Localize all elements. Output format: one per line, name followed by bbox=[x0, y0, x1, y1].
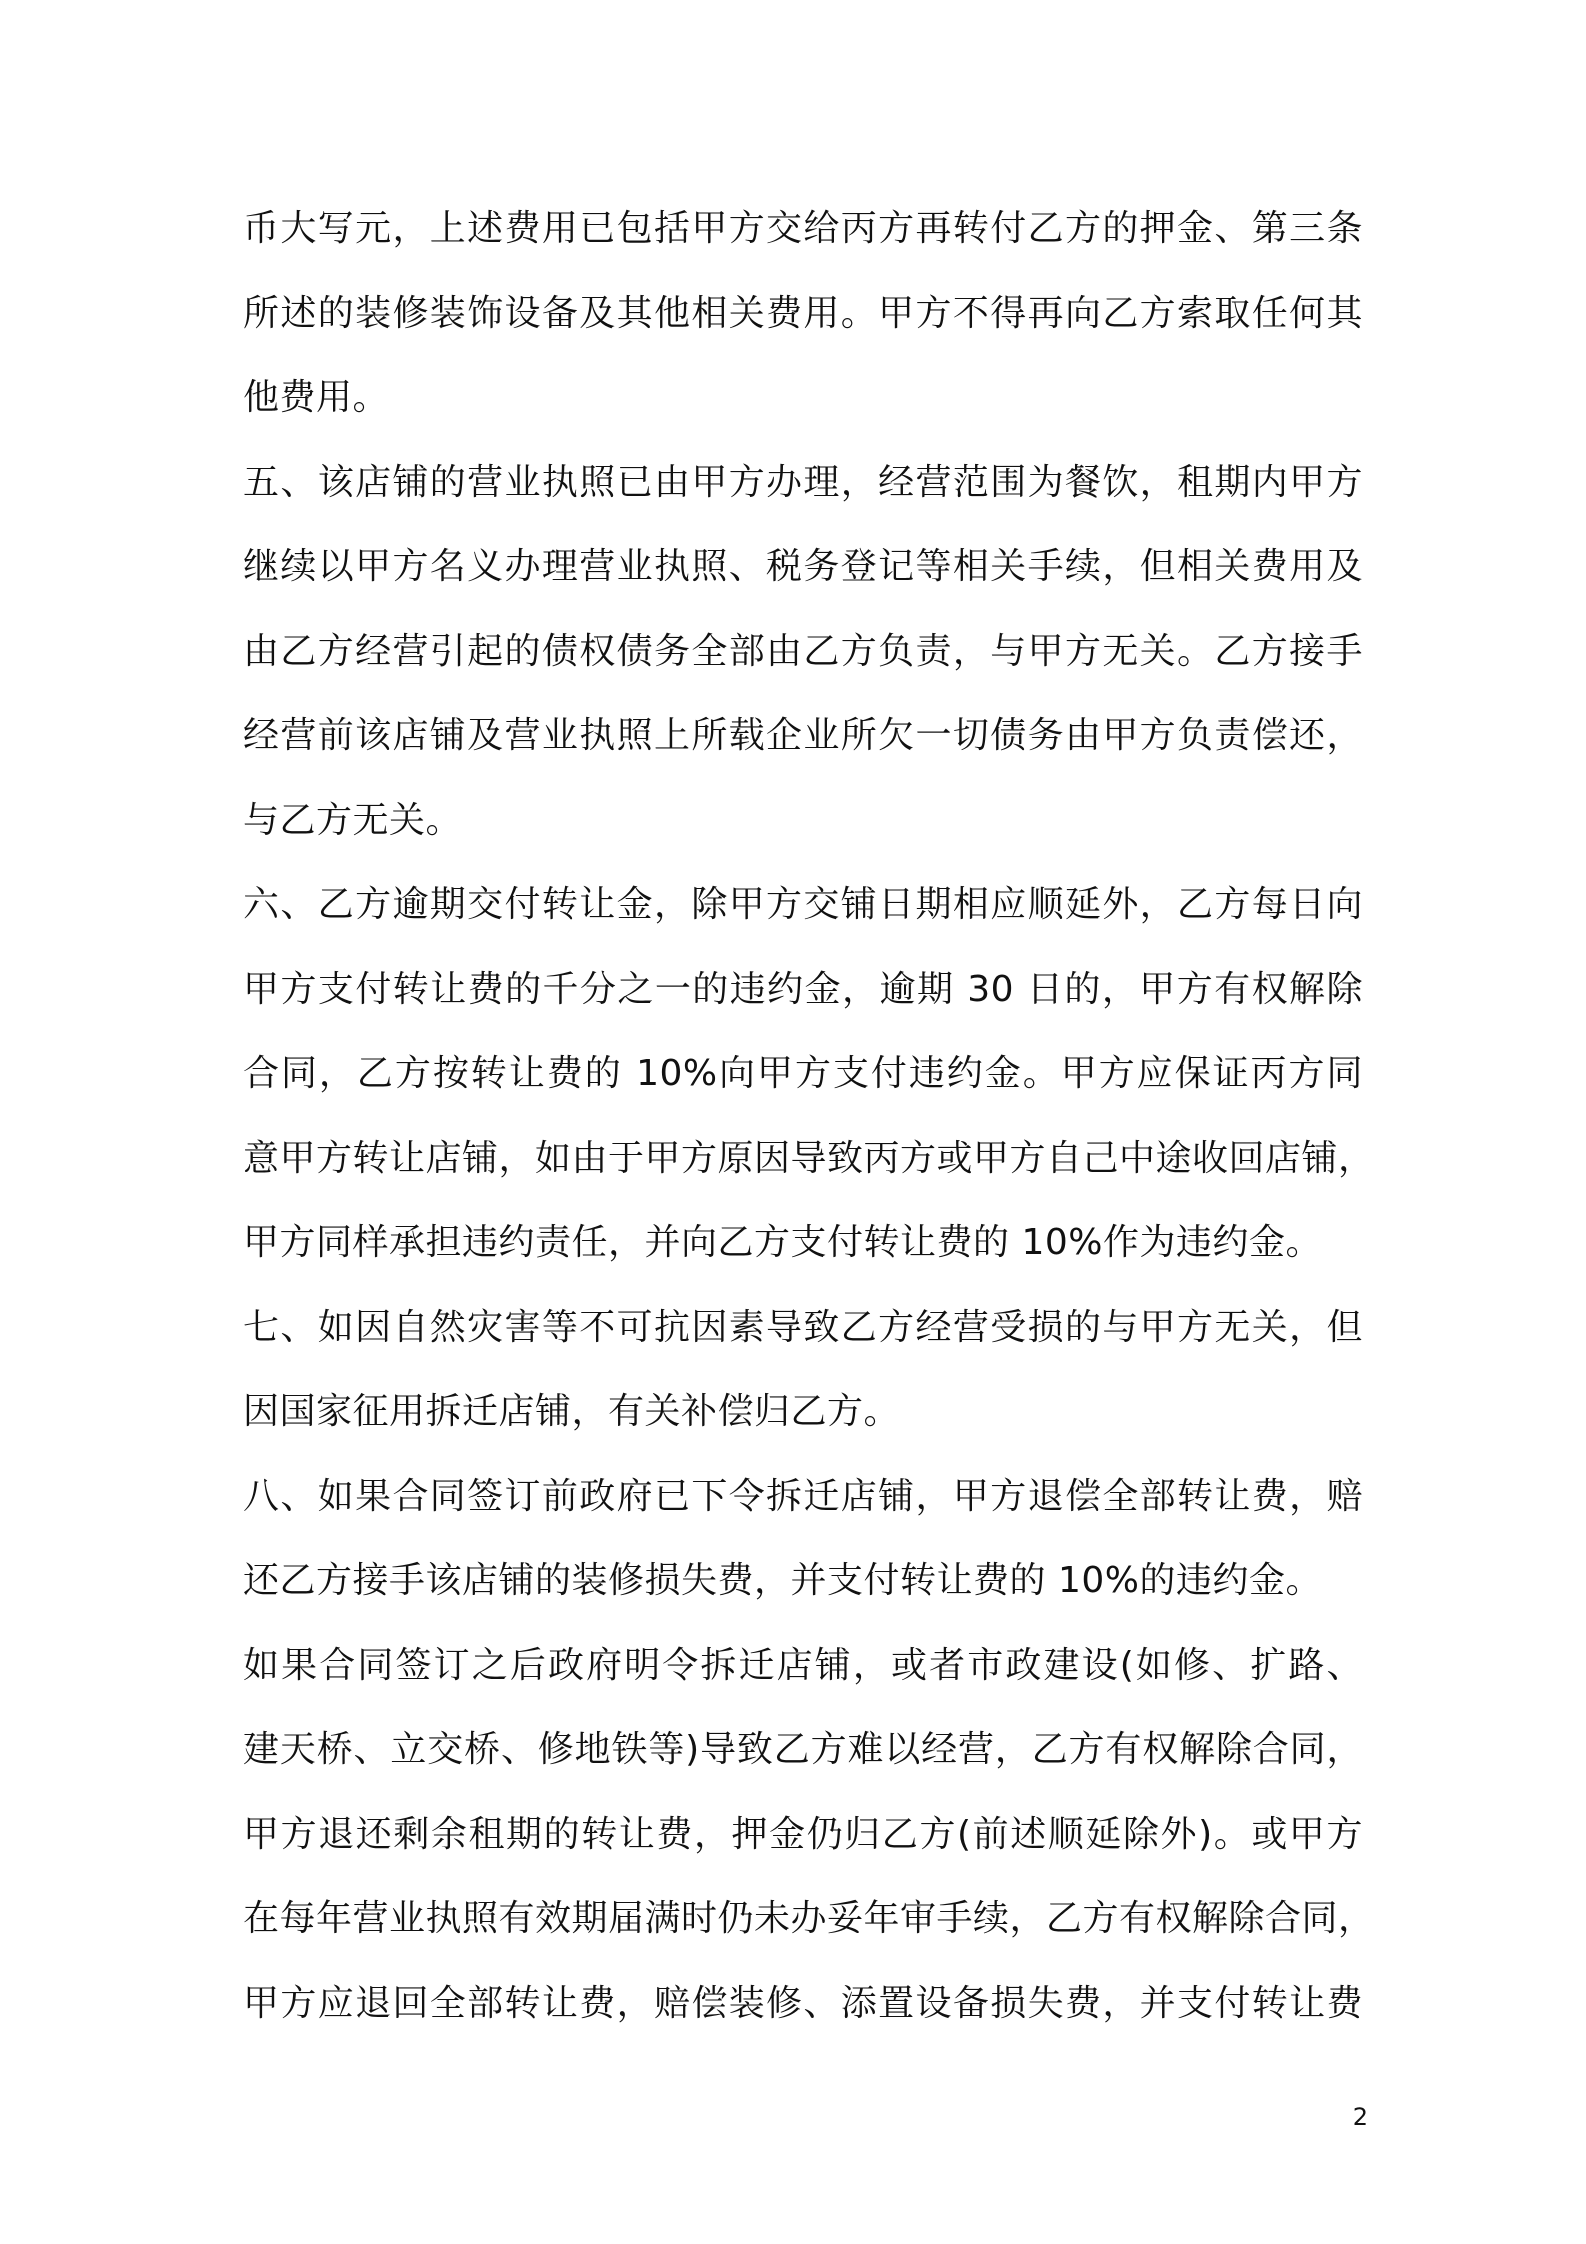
text-line: 在每年营业执照有效期届满时仍未办妥年审手续，乙方有权解除合同， bbox=[243, 1898, 1375, 1939]
text-line: 五、该店铺的营业执照已由甲方办理，经营范围为餐饮，租期内甲方 bbox=[243, 461, 1363, 503]
text-line: 甲方退还剩余租期的转让费，押金仍归乙方(前述顺延除外)。或甲方 bbox=[243, 1813, 1363, 1855]
text-line: 建天桥、立交桥、修地铁等)导致乙方难以经营，乙方有权解除合同， bbox=[243, 1729, 1363, 1770]
text-line: 继续以甲方名义办理营业执照、税务登记等相关手续，但相关费用及 bbox=[243, 546, 1363, 587]
text-line: 甲方同样承担违约责任，并向乙方支付转让费的 10%作为违约金。 bbox=[243, 1222, 1322, 1263]
text-line: 合同，乙方按转让费的 10%向甲方支付违约金。甲方应保证丙方同 bbox=[243, 1053, 1363, 1094]
text-line: 所述的装修装饰设备及其他相关费用。甲方不得再向乙方索取任何其 bbox=[243, 292, 1363, 334]
text-line: 由乙方经营引起的债权债务全部由乙方负责，与甲方无关。乙方接手 bbox=[243, 630, 1363, 672]
body-text bbox=[243, 203, 1375, 2062]
text-line: 经营前该店铺及营业执照上所载企业所欠一切债务由甲方负责偿还， bbox=[243, 715, 1363, 756]
text-line: 还乙方接手该店铺的装修损失费，并支付转让费的 10%的违约金。 bbox=[243, 1560, 1322, 1601]
page-number: 2 bbox=[1352, 2103, 1368, 2131]
text-line: 甲方应退回全部转让费，赔偿装修、添置设备损失费，并支付转让费 bbox=[243, 1982, 1363, 2024]
text-line: 因国家征用拆迁店铺，有关补偿归乙方。 bbox=[243, 1391, 901, 1432]
text-line: 他费用。 bbox=[243, 377, 390, 418]
text-line: 币大写元，上述费用已包括甲方交给丙方再转付乙方的押金、第三条 bbox=[243, 208, 1363, 249]
text-line: 六、乙方逾期交付转让金，除甲方交铺日期相应顺延外，乙方每日向 bbox=[243, 884, 1363, 925]
text-line: 如果合同签订之后政府明令拆迁店铺，或者市政建设(如修、扩路、 bbox=[243, 1644, 1363, 1686]
text-line: 八、如果合同签订前政府已下令拆迁店铺，甲方退偿全部转让费，赔 bbox=[243, 1475, 1363, 1517]
text-line: 七、如因自然灾害等不可抗因素导致乙方经营受损的与甲方无关，但 bbox=[243, 1306, 1363, 1348]
text-line: 甲方支付转让费的千分之一的违约金，逾期 30 日的，甲方有权解除 bbox=[243, 968, 1363, 1010]
text-line: 意甲方转让店铺，如由于甲方原因导致丙方或甲方自己中途收回店铺， bbox=[243, 1137, 1375, 1179]
text-line: 与乙方无关。 bbox=[243, 799, 463, 841]
